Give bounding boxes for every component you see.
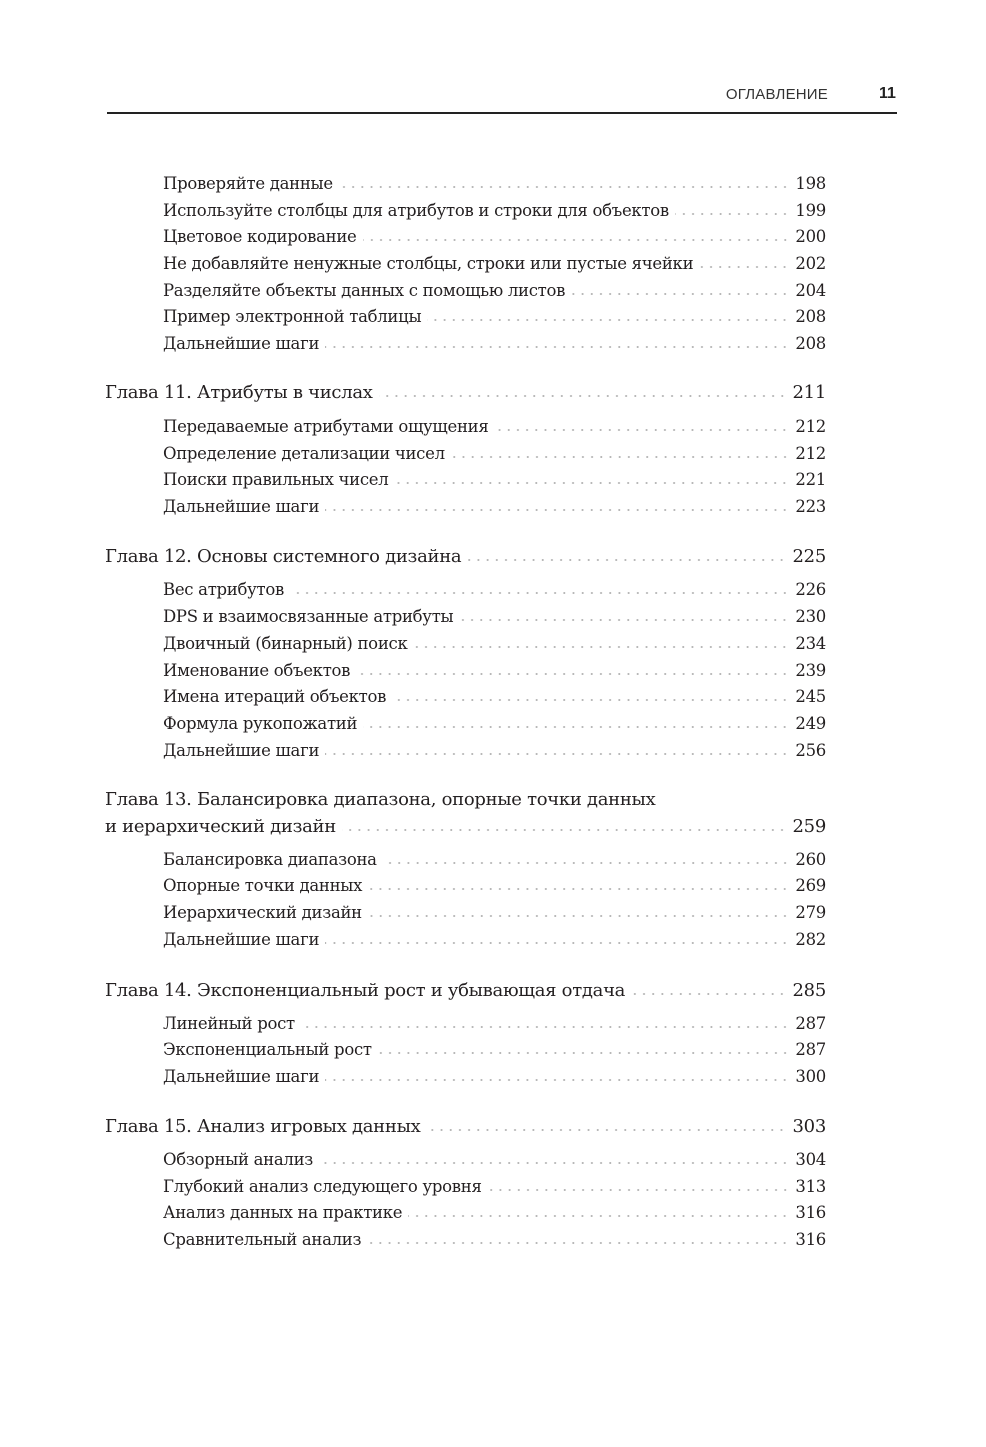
dot-leader bbox=[408, 1214, 789, 1218]
dot-leader bbox=[494, 428, 789, 432]
toc-entry-page: 260 bbox=[795, 850, 826, 869]
dot-leader bbox=[459, 618, 789, 622]
toc-entry-page: 245 bbox=[795, 687, 826, 706]
toc-section-entry[interactable] bbox=[163, 633, 826, 655]
dot-leader bbox=[467, 558, 786, 562]
toc-entry-page: 316 bbox=[795, 1203, 826, 1222]
toc-chapter-entry[interactable] bbox=[105, 382, 826, 404]
toc-entry-title: Линейный рост bbox=[163, 1014, 295, 1033]
dot-leader bbox=[368, 887, 789, 891]
toc-section-entry[interactable] bbox=[163, 740, 826, 762]
toc-chapter-entry[interactable] bbox=[105, 1116, 826, 1138]
toc-section-entry[interactable] bbox=[163, 416, 826, 438]
toc-entry-page: 313 bbox=[795, 1177, 826, 1196]
dot-leader bbox=[301, 1025, 790, 1029]
dot-leader bbox=[325, 752, 789, 756]
dot-leader bbox=[339, 185, 790, 189]
toc-section-entry[interactable] bbox=[163, 875, 826, 897]
toc-entry-title: Глава 12. Основы системного дизайна bbox=[105, 546, 462, 567]
toc-entry-title: Сравнительный анализ bbox=[163, 1230, 362, 1249]
toc-section-entry[interactable] bbox=[163, 660, 826, 682]
toc-entry-title: Глава 11. Атрибуты в числах bbox=[105, 382, 373, 403]
toc-entry-title: Цветовое кодирование bbox=[163, 227, 357, 246]
toc-entry-page: 256 bbox=[795, 741, 826, 760]
toc-chapter-entry[interactable] bbox=[105, 816, 826, 838]
toc-chapter-entry[interactable] bbox=[105, 546, 826, 568]
toc-entry-title: Глубокий анализ следующего уровня bbox=[163, 1177, 482, 1196]
toc-section-entry[interactable] bbox=[163, 1202, 826, 1224]
toc-entry-title: Дальнейшие шаги bbox=[163, 334, 320, 353]
toc-entry-title: Проверяйте данные bbox=[163, 174, 333, 193]
dot-leader bbox=[378, 1051, 790, 1055]
dot-leader bbox=[631, 992, 786, 996]
toc-entry-title: Не добавляйте ненужные столбцы, строки или пустые ячейки bbox=[163, 254, 694, 273]
toc-entry-page: 303 bbox=[792, 1116, 826, 1137]
dot-leader bbox=[571, 292, 789, 296]
toc-section-entry[interactable] bbox=[163, 496, 826, 518]
toc-entry-title: Дальнейшие шаги bbox=[163, 930, 320, 949]
toc-section-entry[interactable] bbox=[163, 713, 826, 735]
toc-entry-title: Двоичный (бинарный) поиск bbox=[163, 634, 408, 653]
toc-entry-page: 211 bbox=[792, 382, 826, 403]
toc-section-entry[interactable] bbox=[163, 686, 826, 708]
toc-entry-page: 285 bbox=[792, 980, 826, 1001]
toc-entry-page: 225 bbox=[792, 546, 826, 567]
toc-entry-title: Дальнейшие шаги bbox=[163, 497, 320, 516]
toc-entry-title: и иерархический дизайн bbox=[105, 816, 336, 837]
toc-entry-title: Формула рукопожатий bbox=[163, 714, 358, 733]
toc-entry-page: 208 bbox=[795, 307, 826, 326]
dot-leader bbox=[394, 481, 789, 485]
toc-section-entry[interactable] bbox=[163, 306, 826, 328]
dot-leader bbox=[699, 265, 789, 269]
dot-leader bbox=[367, 1241, 789, 1245]
toc-section-entry[interactable] bbox=[163, 1013, 826, 1035]
toc-section-entry[interactable] bbox=[163, 929, 826, 951]
toc-entry-page: 208 bbox=[795, 334, 826, 353]
toc-entry-title: Пример электронной таблицы bbox=[163, 307, 422, 326]
toc-entry-page: 239 bbox=[795, 661, 826, 680]
toc-entry-page: 304 bbox=[795, 1150, 826, 1169]
toc-entry-title: Глава 15. Анализ игровых данных bbox=[105, 1116, 421, 1137]
toc-section-entry[interactable] bbox=[163, 280, 826, 302]
toc-entry-title: Вес атрибутов bbox=[163, 580, 284, 599]
toc-entry-title: Анализ данных на практике bbox=[163, 1203, 403, 1222]
dot-leader bbox=[451, 455, 790, 459]
toc-section-entry[interactable] bbox=[163, 902, 826, 924]
dot-leader bbox=[363, 238, 790, 242]
dot-leader bbox=[325, 345, 789, 349]
toc-chapter-entry[interactable] bbox=[105, 980, 826, 1002]
toc-entry-title: Определение детализации чисел bbox=[163, 444, 445, 463]
toc-section-entry[interactable] bbox=[163, 1176, 826, 1198]
toc-entry-page: 199 bbox=[795, 201, 826, 220]
toc-entry-page: 223 bbox=[795, 497, 826, 516]
toc-section-entry[interactable] bbox=[163, 1039, 826, 1061]
toc-section-entry[interactable] bbox=[163, 1229, 826, 1251]
toc-entry-title: Экспоненциальный рост bbox=[163, 1040, 372, 1059]
toc-section-entry[interactable] bbox=[163, 173, 826, 195]
toc-entry-title: Дальнейшие шаги bbox=[163, 741, 320, 760]
toc-entry-page: 200 bbox=[795, 227, 826, 246]
dot-leader bbox=[325, 941, 789, 945]
dot-leader bbox=[427, 318, 789, 322]
toc-entry-title: Разделяйте объекты данных с помощью листов bbox=[163, 281, 566, 300]
toc-section-entry[interactable] bbox=[163, 469, 826, 491]
toc-entry-page: 202 bbox=[795, 254, 826, 273]
toc-entry-page: 204 bbox=[795, 281, 826, 300]
toc-entry-title: Иерархический дизайн bbox=[163, 903, 362, 922]
dot-leader bbox=[319, 1161, 789, 1165]
dot-leader bbox=[363, 725, 789, 729]
toc-entry-page: 287 bbox=[795, 1014, 826, 1033]
toc-entry-title: Используйте столбцы для атрибутов и строки для объектов bbox=[163, 201, 669, 220]
toc-entry-page: 249 bbox=[795, 714, 826, 733]
dot-leader bbox=[356, 672, 789, 676]
dot-leader bbox=[675, 212, 790, 216]
toc-section-entry[interactable] bbox=[163, 226, 826, 248]
toc-section-entry[interactable] bbox=[163, 1149, 826, 1171]
dot-leader bbox=[488, 1188, 790, 1192]
toc-entry-page: 212 bbox=[795, 444, 826, 463]
toc-entry-page: 316 bbox=[795, 1230, 826, 1249]
toc-entry-title: Обзорный анализ bbox=[163, 1150, 313, 1169]
dot-leader bbox=[342, 828, 787, 832]
dot-leader bbox=[325, 508, 789, 512]
dot-leader bbox=[379, 394, 787, 398]
toc-section-entry[interactable] bbox=[163, 443, 826, 465]
toc-section-entry[interactable] bbox=[163, 200, 826, 222]
toc-section-entry[interactable] bbox=[163, 579, 826, 601]
toc-entry-page: 234 bbox=[795, 634, 826, 653]
toc-section-entry[interactable] bbox=[163, 849, 826, 871]
toc-entry-page: 279 bbox=[795, 903, 826, 922]
toc-entry-page: 259 bbox=[792, 816, 826, 837]
toc-entry-title: Именование объектов bbox=[163, 661, 351, 680]
toc-entry-page: 221 bbox=[795, 470, 826, 489]
toc-section-entry[interactable] bbox=[163, 333, 826, 355]
toc-entry-page: 230 bbox=[795, 607, 826, 626]
dot-leader bbox=[426, 1128, 786, 1132]
toc-entry-page: 300 bbox=[795, 1067, 826, 1086]
toc-entry-page: 198 bbox=[795, 174, 826, 193]
toc-entry-title: Имена итераций объектов bbox=[163, 687, 387, 706]
toc-entry-title: Глава 14. Экспоненциальный рост и убывающая отдача bbox=[105, 980, 626, 1001]
toc-entry-page: 287 bbox=[795, 1040, 826, 1059]
toc-section-entry[interactable] bbox=[163, 253, 826, 275]
dot-leader bbox=[413, 645, 789, 649]
toc-section-entry[interactable] bbox=[163, 606, 826, 628]
toc-entry-title: Дальнейшие шаги bbox=[163, 1067, 320, 1086]
dot-leader bbox=[368, 914, 790, 918]
toc-entry-title: DPS и взаимосвязанные атрибуты bbox=[163, 607, 454, 626]
toc-entry-title: Опорные точки данных bbox=[163, 876, 363, 895]
toc-section-entry[interactable] bbox=[163, 1066, 826, 1088]
toc-entry-page: 212 bbox=[795, 417, 826, 436]
header-rule bbox=[107, 112, 897, 114]
dot-leader bbox=[383, 861, 790, 865]
running-header-title: ОГЛАВЛЕНИЕ bbox=[725, 86, 828, 103]
toc-entry-title: Балансировка диапазона bbox=[163, 850, 377, 869]
toc-entry-page: 282 bbox=[795, 930, 826, 949]
dot-leader bbox=[325, 1078, 789, 1082]
page-number: 11 bbox=[879, 85, 896, 102]
dot-leader bbox=[290, 591, 789, 595]
toc-entry-title: Передаваемые атрибутами ощущения bbox=[163, 417, 489, 436]
dot-leader bbox=[392, 698, 789, 702]
toc-entry-page: 269 bbox=[795, 876, 826, 895]
toc-entry-page: 226 bbox=[795, 580, 826, 599]
toc-chapter-title-line1: Глава 13. Балансировка диапазона, опорные точки данных bbox=[105, 789, 656, 810]
toc-entry-title: Поиски правильных чисел bbox=[163, 470, 389, 489]
